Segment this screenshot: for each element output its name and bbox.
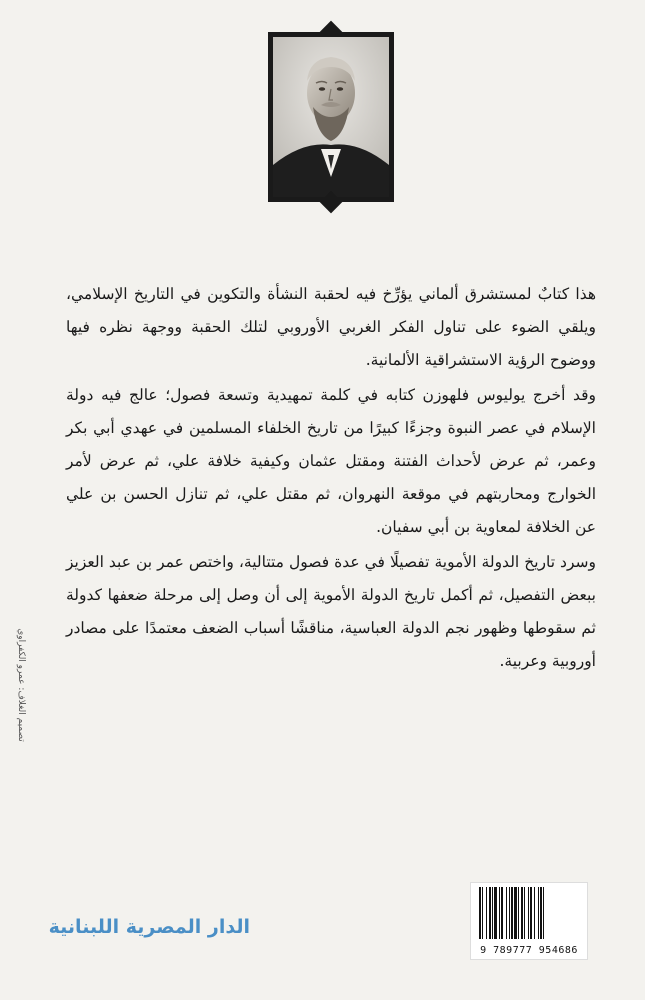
cover-design-credit <box>14 600 28 770</box>
portrait-frame <box>268 32 394 202</box>
author-portrait <box>268 22 394 212</box>
paragraph-intro: هذا كتابٌ لمستشرق ألماني يؤرِّخ فيه لحقبة النشأة والتكوين في التاريخ الإسلامي، ويلقي الضوء على تناول الفكر الغربي الأوروبي لتلك الحقبة ووجهة نظره فيها ووضوح الرؤية الاستشراقية الألمانية. <box>66 285 596 369</box>
isbn-barcode <box>470 882 588 960</box>
barcode-bars <box>477 887 581 939</box>
description-text <box>66 278 596 680</box>
portrait-image <box>273 37 389 197</box>
cover-design-credit-text: تصميم الغلاف: عمرو الكفراوي <box>16 628 26 742</box>
publisher-logo: الدار المصرية اللبنانية <box>48 916 250 938</box>
paragraph-umayyad: وسرد تاريخ الدولة الأموية تفصيلًا في عدة فصول متتالية، واختص عمر بن عبد العزيز ببعض التفصيل، ثم أكمل تاريخ الدولة الأموية إلى أن وصل إلى مرحلة ضعفها كدولة ثم سقوطها وظهور نجم الدولة العباسية، مناقشًا أسباب الضعف معتمدًا على مصادر أوروبية وعربية. <box>66 553 596 670</box>
isbn-digits: 9 789777 954686 <box>480 945 578 956</box>
paragraph-contents: وقد أخرج يوليوس فلهوزن كتابه في كلمة تمهيدية وتسعة فصول؛ عالج فيه دولة الإسلام في عصر النبوة وجزءًا كبيرًا من تاريخ الخلفاء المسلمين في عهدي أبي بكر وعمر، ثم عرض لأحداث الفتنة ومقتل عثمان وكيفية خلافة علي، ثم عرض لأمر الخوارج ومحاربتهم في موقعة النهروان، ثم مقتل علي، ثم تنازل الحسن بن علي عن الخلافة لمعاوية بن أبي سفيان. <box>66 386 596 536</box>
